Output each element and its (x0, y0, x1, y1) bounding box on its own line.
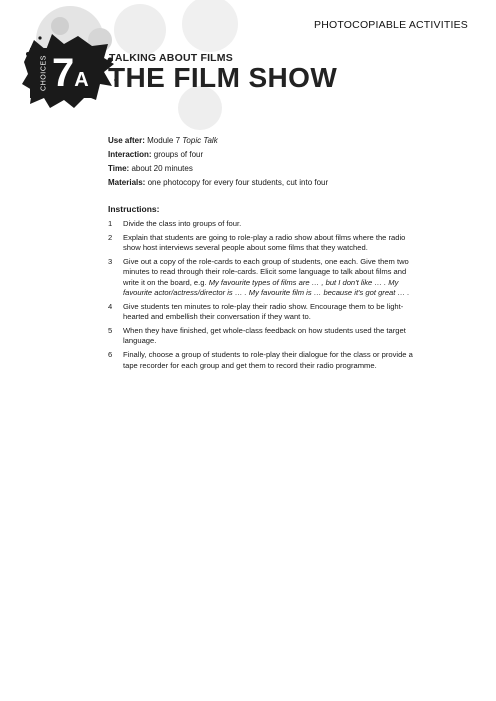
list-item: 3 Give out a copy of the role-cards to each group of students, one each. Give them two minutes to read through their role-cards. Elicit some language to talk about films and write it on the board, e.g. My favourite types of films are … , but I don't like … . My favourite actor/actress/director is … . My favourite film is … because it's got great … . (108, 257, 410, 297)
series-label: CHOICES (40, 54, 48, 92)
list-item: 2 Explain that students are going to role-play a radio show about films where the radio show host interviews several people about some films that they watched. (108, 232, 406, 253)
photocopiable-activities-label: PHOTOCOPIABLE ACTIVITIES (314, 19, 468, 31)
meta-use-after: Use after: Module 7 Topic Talk (108, 136, 218, 145)
instructions-list (108, 219, 418, 374)
activity-meta (108, 134, 328, 190)
list-item: 6 Finally, choose a group of students to role-play their dialogue for the class or provide a tape recorder for each group and get them to record their radio programme. (108, 350, 413, 370)
page-title: THE FILM SHOW (108, 62, 338, 93)
list-item: 4 Give students ten minutes to role-play their radio show. Encourage them to be light-hearted and embellish their conversation if they want to. (108, 301, 404, 322)
unit-number: 7A (52, 51, 89, 95)
unit-letter: A (74, 69, 89, 91)
list-item: 5 When they have finished, get whole-class feedback on how students used the target language. (108, 326, 406, 346)
unit-badge (30, 48, 96, 98)
activity-kicker: TALKING ABOUT FILMS (109, 52, 233, 64)
meta-interaction: Interaction: groups of four (108, 150, 204, 159)
meta-time: Time: about 20 minutes (108, 164, 193, 173)
list-item: 1 Divide the class into groups of four. (108, 219, 242, 228)
meta-materials: Materials: one photocopy for every four students, cut into four (108, 178, 329, 187)
instructions-heading: Instructions: (108, 204, 160, 214)
